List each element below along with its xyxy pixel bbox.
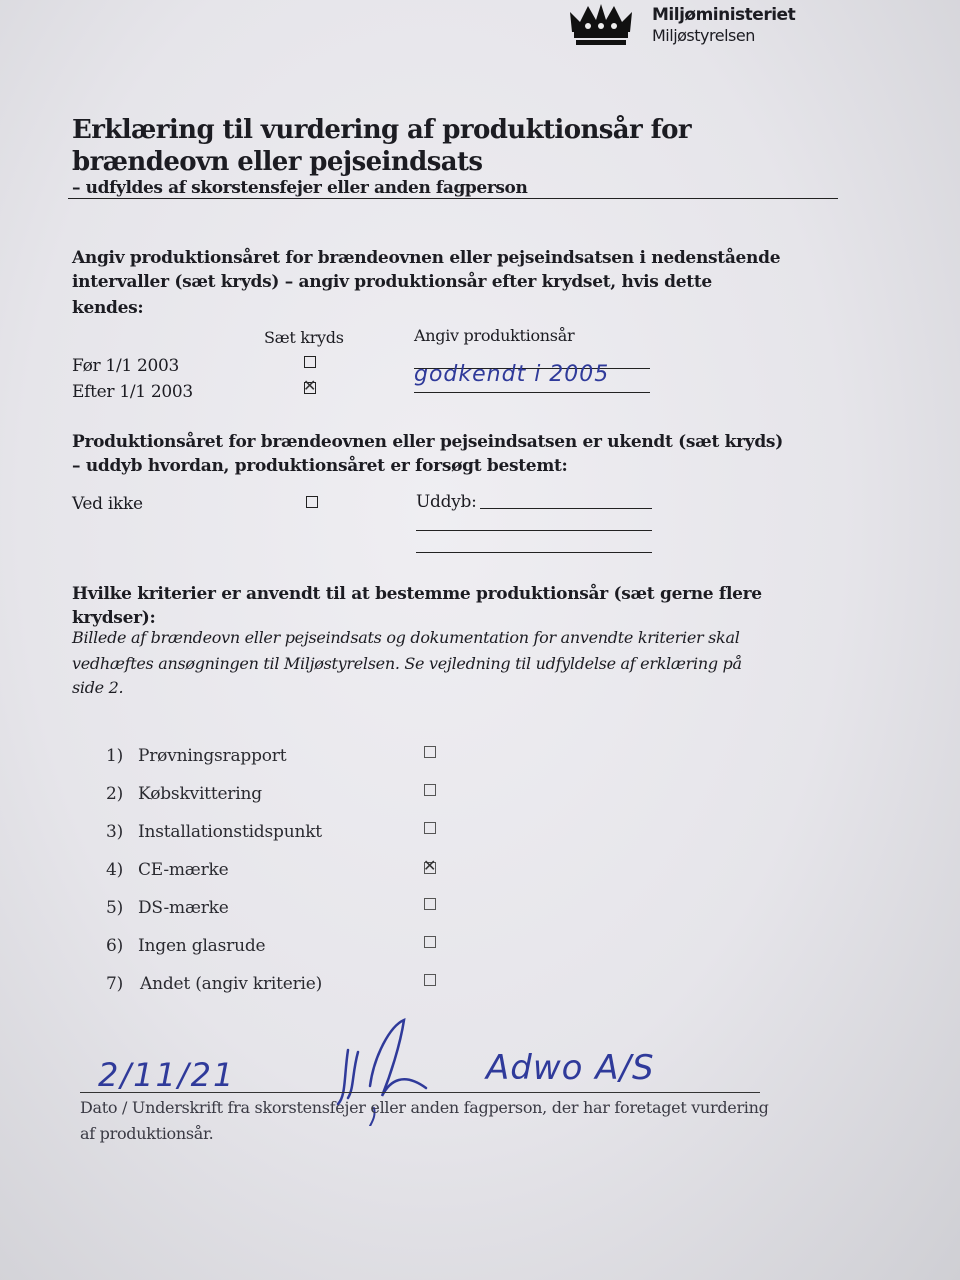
section3-note-line3: side 2.: [72, 678, 124, 697]
before-2003-checkbox[interactable]: [304, 356, 316, 368]
section3-heading-line1: Hvilke kriterier er anvendt til at bestemme produktionsår (sæt gerne flere: [72, 584, 762, 604]
before-2003-label: Før 1/1 2003: [72, 356, 180, 376]
signature-caption-line2: af produktionsår.: [80, 1124, 214, 1143]
detail-line-3[interactable]: [416, 552, 652, 553]
criterion-2-number: 2): [106, 784, 124, 804]
unknown-label: Ved ikke: [72, 494, 143, 514]
column-header-year: Angiv produktionsår: [414, 326, 575, 345]
criterion-6-checkbox[interactable]: [424, 936, 436, 948]
after-2003-checkbox[interactable]: [303, 376, 317, 395]
form-subtitle: – udfyldes af skorstensfejer eller anden fagperson: [72, 178, 528, 198]
criterion-4-number: 4): [106, 860, 124, 880]
criterion-5-number: 5): [106, 898, 124, 918]
section1-heading-line3: kendes:: [72, 298, 144, 318]
unknown-checkbox[interactable]: [306, 496, 318, 508]
section2-heading-line2: – uddyb hvordan, produktionsåret er forsøgt bestemt:: [72, 456, 568, 476]
column-header-check: Sæt kryds: [264, 328, 344, 347]
detail-label: Uddyb:: [416, 492, 477, 512]
criterion-6-label: Ingen glasrude: [138, 936, 266, 956]
section3-note-line1: Billede af brændeovn eller pejseindsats og dokumentation for anvendte kriterier skal: [72, 628, 740, 647]
title-divider: [68, 198, 838, 199]
criterion-5-label: DS-mærke: [138, 898, 229, 918]
criterion-3-number: 3): [106, 822, 124, 842]
criterion-1-label: Prøvningsrapport: [138, 746, 287, 766]
check-mark-icon: ✕: [423, 856, 437, 875]
check-mark-icon: ✕: [303, 376, 317, 395]
criterion-2-label: Købskvittering: [138, 784, 262, 804]
criterion-7-checkbox[interactable]: [424, 974, 436, 986]
section1-heading-line1: Angiv produktionsåret for brændeovnen eller pejseindsatsen i nedenstående: [72, 248, 781, 268]
after-2003-year-handwritten: godkendt i 2005: [414, 362, 610, 387]
criterion-6-number: 6): [106, 936, 124, 956]
section2-heading-line1: Produktionsåret for brændeovnen eller pejseindsatsen er ukendt (sæt kryds): [72, 432, 783, 452]
signature-date-handwritten: 2/11/21: [98, 1056, 236, 1094]
after-2003-year-line[interactable]: [414, 392, 650, 393]
detail-line-2[interactable]: [416, 530, 652, 531]
signature-line[interactable]: [80, 1092, 760, 1093]
after-2003-label: Efter 1/1 2003: [72, 382, 193, 402]
section3-heading-line2: krydser):: [72, 608, 156, 628]
criterion-3-label: Installationstidspunkt: [138, 822, 322, 842]
section1-heading-line2: intervaller (sæt kryds) – angiv produktionsår efter krydset, hvis dette: [72, 272, 712, 292]
criterion-1-checkbox[interactable]: [424, 746, 436, 758]
detail-line-1[interactable]: [480, 508, 652, 509]
criterion-3-checkbox[interactable]: [424, 822, 436, 834]
criterion-2-checkbox[interactable]: [424, 784, 436, 796]
form-title: Erklæring til vurdering af produktionsår for brændeovn eller pejseindsats: [72, 115, 692, 177]
signature-caption-line1: Dato / Underskrift fra skorstensfejer eller anden fagperson, der har foretaget vurdering: [80, 1098, 769, 1117]
criterion-4-label: CE-mærke: [138, 860, 229, 880]
ministry-name: Miljøministeriet: [652, 5, 796, 25]
criterion-7-number: 7): [106, 974, 124, 994]
signature-company-handwritten: Adwo A/S: [486, 1048, 655, 1088]
criterion-1-number: 1): [106, 746, 124, 766]
criterion-5-checkbox[interactable]: [424, 898, 436, 910]
section3-note-line2: vedhæftes ansøgningen til Miljøstyrelsen. Se vejledning til udfyldelse af erklæring på: [72, 654, 742, 673]
criterion-7-label: Andet (angiv kriterie): [140, 974, 323, 994]
agency-name: Miljøstyrelsen: [652, 26, 755, 45]
criterion-4-checkbox[interactable]: [423, 856, 437, 875]
crown-logo-icon: [566, 2, 636, 48]
